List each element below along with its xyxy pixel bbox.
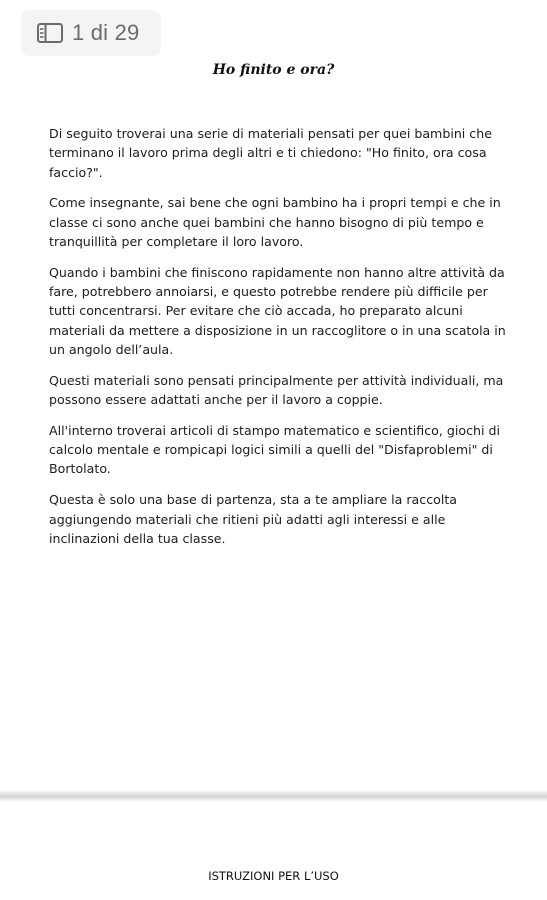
paragraph: All'interno troverai articoli di stampo matematico e scientifico, giochi di calcolo mentale e rompicapi logici simili a quelli del "Disfaproblemi" di Bortolato. [49, 422, 500, 477]
paragraph: Questa è solo una base di partenza, sta a te ampliare la raccolta aggiungendo materiali che ritieni più adatti agli interessi e alle inclinazioni della tua classe. [49, 492, 457, 546]
paragraph: Di seguito troverai una serie di materiali pensati per quei bambini che terminano il lavoro prima degli altri e ti chiedono: "Ho finito, ora cosa faccio?". [49, 126, 492, 180]
paragraph: Questi materiali sono pensati principalmente per attività individuali, ma possono essere adattati anche per il lavoro a coppie. [49, 372, 504, 408]
document-body [49, 124, 515, 560]
paragraph: Come insegnante, sai bene che ogni bambino ha i propri tempi e che in classe ci sono anche quei bambini che hanno bisogno di più tempo e tranquillità per completare il loro lavoro. [49, 195, 501, 249]
paragraph: Quando i bambini che finiscono rapidamente non hanno altre attività da fare, potrebbero annoiarsi, e questo potrebbe rendere più difficile per tutti concentrarsi. Per evitare che ciò accada, ho preparato alcuni materiali da mettere a disposizione in un raccoglitore o in una scatola in un angolo dell’aula. [49, 264, 506, 357]
sidebar-list-icon [37, 23, 63, 43]
page-count-label: 1 di 29 [72, 20, 140, 45]
next-page-heading: ISTRUZIONI PER L’USO [208, 869, 339, 883]
document-title: Ho finito e ora? [212, 62, 335, 78]
page-indicator-button[interactable] [21, 10, 161, 56]
page-separator [0, 790, 547, 802]
